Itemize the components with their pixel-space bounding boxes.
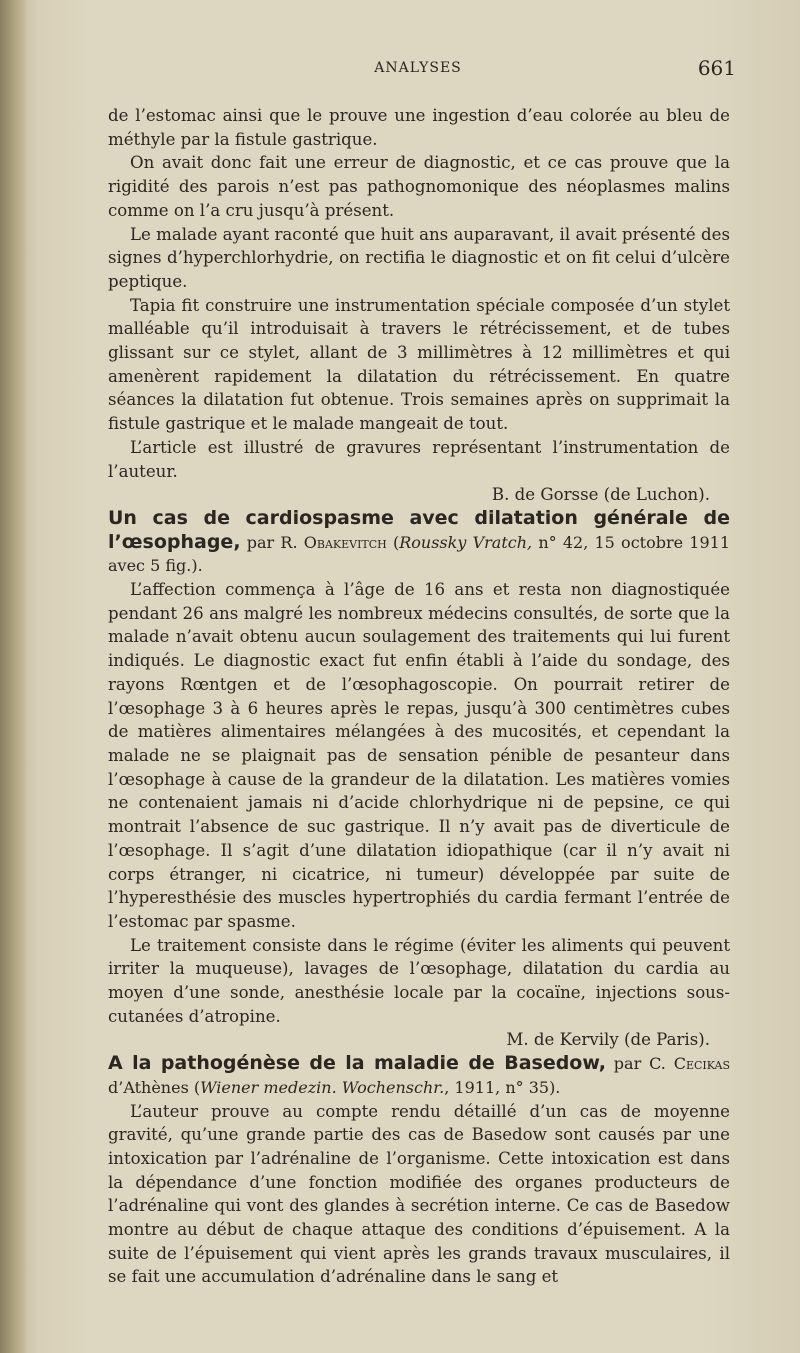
page-number: 661 <box>697 56 736 80</box>
page-header <box>100 56 736 88</box>
paragraph: Tapia fit construire une instrumentation spéciale composée d’un stylet malléable qu’il introduisait à travers le rétrécissement, et de tubes glissant sur ce stylet, allant de 3 millimètres à 12 millimètres et qui amenèrent rapidement la dilatation du rétrécissement. En quatre séances la dilatation fut obtenue. Trois semaines après on supprimait la fistule gastrique et le malade mangeait de tout. <box>108 295 730 434</box>
reviewer-signature: B. de Gorsse (de Luchon). <box>491 485 710 505</box>
article-byline: ( <box>386 532 400 552</box>
article-title: Un cas de cardiospasme avec dilatation générale de l’œsophage, <box>108 506 730 553</box>
paragraph: L’article est illustré de gravures représentant l’instrumentation de l’auteur. <box>108 437 730 481</box>
reviewer-signature: M. de Kervily (de Paris). <box>506 1030 710 1050</box>
page-binding-edge <box>0 0 28 1353</box>
paragraph: On avait donc fait une erreur de diagnostic, et ce cas prouve que la rigidité des parois n’est pas pathognomonique des néoplasmes malins comme on l’a cru jusqu’à présent. <box>108 153 730 220</box>
signature-line <box>108 483 730 507</box>
article-entry-2 <box>108 1052 730 1099</box>
article-title: A la pathogénèse de la maladie de Basedow, <box>108 1052 606 1075</box>
paragraph: Le traitement consiste dans le régime (éviter les aliments qui peuvent irriter la muqueuse), lavages de l’œsophage, dilatation du cardia au moyen d’une sonde, anesthésie locale par la cocaïne, injections sous-cutanées d’atropine. <box>108 935 730 1026</box>
article-entry-1 <box>108 507 730 578</box>
running-head: ANALYSES <box>374 60 462 76</box>
article-journal: Wiener medezin. Wochenschr. <box>200 1077 445 1097</box>
article-byline: par R. <box>240 532 304 552</box>
paragraph: L’affection commença à l’âge de 16 ans et resta non diagnostiquée pendant 26 ans malgré les nombreux médecins consultés, de sorte que la malade n’avait obtenu aucun soulagement des traitements qui lui furent indiqués. Le diagnostic exact fut enfin établi à l’aide du sondage, des rayons Rœntgen et de l’œsophagoscopie. On pourrait retirer de l’œsophage 3 à 6 heures après le repas, jusqu’à 300 centimètres cubes de matières alimentaires mélangées à des mucosités, et cependant la malade ne se plaignait pas de sensation pénible de pesanteur dans l’œsophage à cause de la grandeur de la dilatation. Les matières vomies ne contenaient jamais ni d’acide chlorhydrique ni de pepsine, ce qui montrait l’absence de suc gastrique. Il n’y avait pas de diverticule de l’œsophage. Il s’agit d’une dilatation idiopathique (car il n’y avait ni corps étranger, ni cicatrice, ni tumeur) développée par suite de l’hyperesthésie des muscles hypertrophiés du cardia fermant l’entrée de l’estomac par spasme. <box>108 580 730 931</box>
paragraph: L’auteur prouve au compte rendu détaillé d’un cas de moyenne gravité, qu’une grande partie des cas de Basedow sont causés par une intoxication par l’adrénaline de l’organisme. Cette intoxication est dans la dépendance d’une fonction modifiée des organes producteurs de l’adrénaline qui vont des glandes à secrétion interne. Ce cas de Basedow montre au début de chaque attaque des conditions d’épuisement. A la suite de l’épuisement qui vient après les grands travaux musculaires, il se fait une accumulation d’adrénaline dans le sang et <box>108 1101 730 1287</box>
article-citation: n° 42, 15 octobre 1911 avec 5 fig.). <box>108 532 731 576</box>
page-body <box>108 104 730 1289</box>
article-citation: , 1911, n° 35). <box>444 1077 561 1097</box>
paragraph: de l’estomac ainsi que le prouve une ingestion d’eau colorée au bleu de méthyle par la fistule gastrique. <box>108 106 730 149</box>
article-author: Obakevitch <box>303 532 387 552</box>
article-byline: d’Athènes ( <box>108 1077 201 1097</box>
paragraph: Le malade ayant raconté que huit ans auparavant, il avait présenté des signes d’hyperchlorhydrie, on rectifia le diagnostic et on fit celui d’ulcère peptique. <box>108 224 730 291</box>
article-journal: Roussky Vratch, <box>399 532 533 552</box>
article-author: Cecikas <box>673 1054 730 1074</box>
signature-line <box>108 1028 730 1052</box>
article-byline: par C. <box>605 1054 674 1074</box>
